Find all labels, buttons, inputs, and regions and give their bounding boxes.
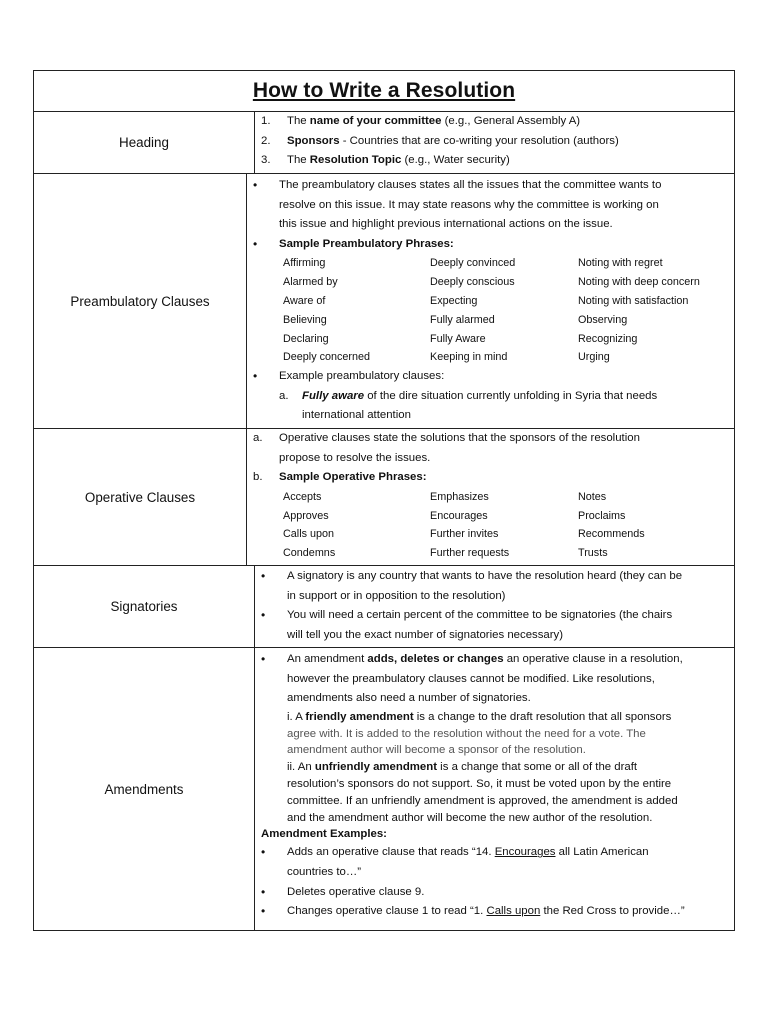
row-heading [34,112,734,174]
bullet-item: • Changes operative clause 1 to read “1. Calls upon the Red Cross to provide…” [261,904,685,919]
friendly-amendment: i. A friendly amendment is a change to the draft resolution that all sponsors agree with. It is added to the resolution without the need for a vote. The amendment author will become a sponsor of the resolution. [287,710,672,757]
operative-phrase-grid [253,488,728,563]
phrase: Encourages [430,509,488,522]
content-operative: a. Operative clauses state the solutions that the sponsors of the resolution propose to resolve the issues. b. Sample Operative Phrases: Accepts Emphasizes Notes Approves Encourages Proclaims Calls upon Further invites Recommends Condemns Further requests Trusts [247,429,734,565]
heading-item: 1. The name of your committee (e.g., General Assembly A) [261,115,581,127]
bullet-item: • Adds an operative clause that reads “14. Encourages all Latin American [261,845,649,860]
content-amendments: • An amendment adds, deletes or changes an operative clause in a resolution, however the preambulatory clauses cannot be modified. Like resolutions, amendments also need a number of signatories. i. A friendly amendment is a change to the draft resolution that all sponsors agree with. It is added to the resolution without the need for a vote. The amendment author will become a sponsor of the resolution. ii. An unfriendly amendment is a change that some or all of the draft resolution’s sponsors do not support. So, it must be voted upon by the entire committee. If an unfriendly amendment is approved, the amendment is added and the amendment author will become the new author of the resolution. Amendment Examples: • Adds an operative clause that reads “14. Encourages all Latin American countries to…” • Deletes operative clause 9. • Changes operative clause 1 to read “1. Calls upon the Red Cross to provide…” [255,648,734,930]
example-clause: a. Fully aware of the dire situation currently unfolding in Syria that needs [279,389,658,402]
row-signatories [34,566,734,648]
phrase: Accepts [283,490,322,503]
label-signatories: Signatories [34,566,255,647]
phrase: Trusts [578,547,608,560]
row-preambulatory [34,174,734,429]
resolution-guide-table [33,70,735,931]
phrase: Emphasizes [430,490,489,503]
title-row [34,71,734,112]
bullet-item: • A signatory is any country that wants to have the resolution heard (they can be [261,569,683,583]
phrase: Noting with regret [578,257,663,270]
unfriendly-amendment: ii. An unfriendly amendment is a change that some or all of the draft resolution’s sponsors do not support. So, it must be voted upon by the entire committee. If an unfriendly amendment is approved, the amendment is added and the amendment author will become the new author of the resolution. [287,761,678,824]
page-title: How to Write a Resolution [252,79,516,102]
label-amendments: Amendments [34,648,255,930]
operative-item-a: a. Operative clauses state the solutions that the sponsors of the resolution [253,432,640,444]
bullet-item: • Deletes operative clause 9. [261,884,425,899]
phrase: Deeply convinced [430,257,516,270]
phrase: Calls upon [283,528,335,541]
phrase: Urging [578,351,610,364]
bullet-item: • Sample Preambulatory Phrases: [253,236,454,251]
phrase: Further invites [430,528,499,541]
phrase: Observing [578,313,628,326]
operative-item-b: b. Sample Operative Phrases: [253,471,427,484]
phrase: Noting with satisfaction [578,294,689,307]
phrase: Recognizing [578,332,638,345]
phrase: Deeply concerned [283,351,371,364]
phrase: Fully Aware [430,332,486,345]
phrase: Condemns [283,547,336,560]
row-operative [34,429,734,566]
label-preambulatory: Preambulatory Clauses [34,174,247,428]
phrase: Recommends [578,528,645,541]
bullet-item: • The preambulatory clauses states all the issues that the committee wants to [253,178,662,192]
content-preambulatory: • The preambulatory clauses states all the issues that the committee wants to resolve on this issue. It may state reasons why the committee is working on this issue and highlight previous international actions on the issue. • Sample Preambulatory Phrases: Affirming Deeply convinced Noting with regret Alarmed by Deeply conscious Noting with deep concern Aware of Expecting Noting with satisfaction Believing Fully alarmed Observing Declaring Fully Aware Recognizing Deeply concerned Keeping in mind Urging • Example preambulatory clauses: a. Fully aware of the dire situation currently unfolding in Syria that needs international attention [247,174,734,428]
label-heading: Heading [34,112,255,173]
bullet-item: • You will need a certain percent of the committee to be signatories (the chairs [261,608,673,623]
amendment-examples-heading: Amendment Examples: [261,828,387,841]
phrase: Aware of [283,294,326,307]
heading-item: 2. Sponsors - Countries that are co-writing your resolution (authors) [261,134,619,147]
bullet-item: • An amendment adds, deletes or changes an operative clause in a resolution, [261,652,683,666]
phrase: Keeping in mind [430,351,508,364]
phrase: Approves [283,509,329,522]
heading-item: 3. The Resolution Topic (e.g., Water security) [261,154,510,167]
phrase: Proclaims [578,509,626,522]
phrase: Affirming [283,257,326,270]
row-amendments [34,648,734,930]
label-operative: Operative Clauses [34,429,247,565]
phrase: Expecting [430,294,478,307]
phrase: Alarmed by [283,276,338,289]
phrase: Fully alarmed [430,313,495,326]
phrase: Noting with deep concern [578,276,700,289]
phrase: Declaring [283,332,329,345]
phrase: Further requests [430,547,510,560]
phrase: Believing [283,313,327,326]
preambulatory-phrase-grid [253,254,728,367]
phrase: Deeply conscious [430,276,515,289]
bullet-item: • Example preambulatory clauses: [253,369,445,384]
content-signatories: • A signatory is any country that wants to have the resolution heard (they can be in support or in opposition to the resolution) • You will need a certain percent of the committee to be signatories (the chairs will tell you the exact number of signatories necessary) [255,566,734,647]
content-heading [255,112,734,173]
phrase: Notes [578,490,607,503]
